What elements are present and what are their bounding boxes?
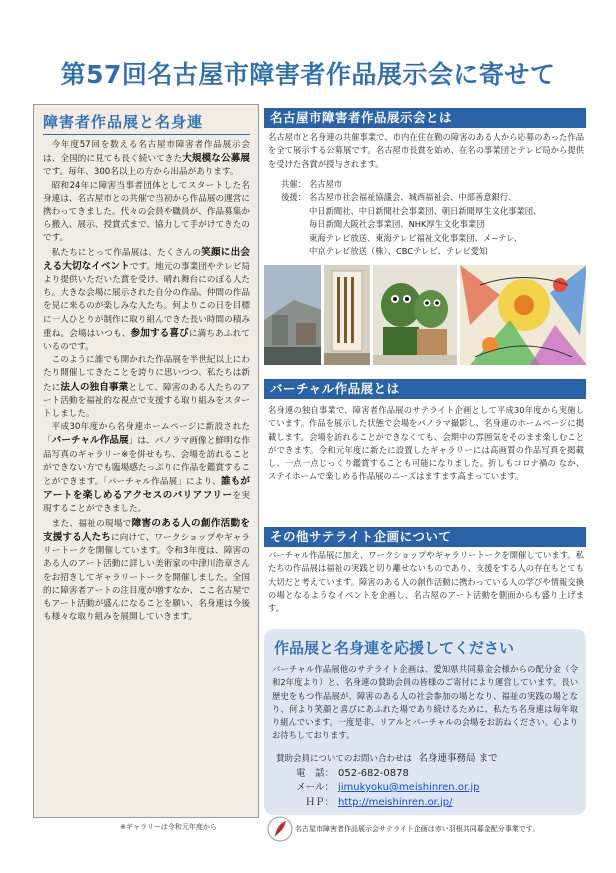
- tel-line: [276, 767, 498, 782]
- sponsor-label: 共催：: [281, 179, 306, 189]
- supporters-row: [268, 191, 586, 204]
- satellite-text: バーチャル作品展に加え、ワークショップやギャラリートークを開催しています。私たちの作品展は福祉の実践と切り離せないものであり、支援をする人の存在もとても大切だと考えています。障害のある人の創作活動に携わっている人の学びや情報交換の場となるようなイベントを企画し、名古屋のアート活動を側面からも盛り上げます。: [268, 550, 584, 614]
- paragraph-text: 」は、パノラマ画像と鮮明な作品写真のギャラリー※を併せもち、会場を訪れることができない方でも臨場感たっぷりに作品を鑑賞することができます。「バーチャル作品展」により、: [43, 436, 250, 488]
- photo-strip: [264, 265, 586, 365]
- paragraph-text: 私たちにとって作品展は、たくさんの: [51, 247, 202, 258]
- paragraph-text: このように誰でも開かれた作品展を半世紀以上にわたり開催してきたことを誇りに思いつつ、私たちは新たに: [43, 355, 250, 393]
- about-text: 名古屋市と名身連の共催事業で、市内在住在勤の障害のある人から応募のあった作品を全て展示する公募展です。名古屋市長賞を始め、在名の事業団とテレビ局から提供を受けた各賞が授与されます。: [268, 132, 584, 169]
- contact-info: [276, 752, 498, 810]
- highlight-text: 大規模な公募展: [182, 153, 250, 165]
- mail-link[interactable]: jimukyoku@meishinren.or.jp: [338, 782, 480, 793]
- supporter-line: 名古屋市社会福祉協議会、城西福祉会、中部善意銀行、: [309, 192, 517, 203]
- paragraph-text: として、障害のある人たちのアート活動を福祉的な視点で支援する取り組みをスタートしました。: [43, 382, 250, 420]
- supporter-line: 中日新聞社、中日新聞社会事業団、朝日新聞厚生文化事業団、: [309, 205, 542, 216]
- support-heading: 作品展と名身連を応援してください: [274, 639, 515, 657]
- paragraph-text: です。地元の事業団やテレビ局より提供いただいた賞を受け、晴れ舞台にのぼる人たち。大きな会場に展示された自分の作品、仲間の作品を見に来るのが楽しみな人たち。何よりこの日を目標に一人ひとりが制作に取り組んできた長い時間の積み重ね。会場はいつも、: [43, 261, 250, 339]
- supporter-line: 中京テレビ放送（株）、CBCテレビ、テレビ愛知: [309, 246, 488, 257]
- support-text: バーチャル作品展他のサテライト企画は、愛知県共同募金会様からの配分金（令和2年度より）と、名身連の賛助会員の皆様のご寄付により運営しています。長い歴史をもつ作品展が、障害のある人の社会参加の場となり、福祉の実践の場となり、何より笑顔と喜びにあふれた場であり続けるために、私たち名身連は毎年取り組んでいます。一度是非、リアルとバーチャルの会場をお訪ねください。心よりお待ちしております。: [272, 664, 578, 741]
- supporters-label: 後援：: [281, 192, 306, 203]
- paragraph-text: 昭和24年に障害当事者団体としてスタートした名身連は、名古屋市との共催で当初から作品展の運営に携わってきました。代々の会員や職員が、作品募集から搬入、展示、授賞式まで、協力して手がけてきたのです。: [43, 180, 250, 244]
- left-paragraph: [43, 246, 250, 355]
- highlight-text: 障害のある人の創作活動を支援する人たち: [43, 517, 250, 543]
- paragraph-text: 今年度57回を数える名古屋市障害者作品展示会は、全国的に見ても長く続いてきた: [43, 140, 250, 165]
- red-feather-icon: [267, 816, 293, 842]
- artwork-photo: [460, 265, 586, 365]
- page-title: 第57回名古屋市障害者作品展示会に寄せて: [60, 60, 556, 89]
- left-paragraph: [43, 421, 250, 516]
- puppet-photo: [373, 265, 457, 365]
- left-paragraph: [43, 180, 250, 246]
- left-heading: 障害者作品展と名身連: [43, 111, 250, 135]
- highlight-text: 参加する喜び: [130, 327, 189, 339]
- about-heading: 名古屋市障害者作品展示会とは: [264, 108, 586, 128]
- sponsor-row: [268, 178, 586, 191]
- highlight-text: 法人の独自事業: [60, 381, 129, 393]
- paragraph-text: 平成30年度から名身連ホームページに新設された「: [43, 422, 250, 447]
- footer-note: 名古屋市障害者作品展示会サテライト企画は赤い羽根共同募金配分事業です。: [295, 825, 540, 833]
- gallery-footnote: ※ギャラリーは令和元年度から: [120, 823, 217, 831]
- supporter-line: 東海テレビ放送、東海テレビ福祉文化事業団、メ~テレ、: [309, 232, 523, 243]
- highlight-text: 誰もがアートを楽しめるアクセスのバリアフリー: [43, 476, 250, 502]
- exhibition-hall-photo: [264, 265, 321, 365]
- hp-label: ＨＰ：: [305, 796, 334, 808]
- left-body: [43, 139, 250, 624]
- hp-line: [276, 796, 498, 811]
- mail-label: メール：: [296, 782, 334, 793]
- organizers: [268, 178, 586, 258]
- paragraph-text: です。毎年、300名以上の方から出品があります。: [43, 167, 239, 178]
- banner-photo: [324, 265, 370, 365]
- left-paragraph: [43, 139, 250, 180]
- paragraph-text: に向けて、ワークショップやギャラリートークを開催しています。令和3年度は、障害のある人のアート活動に詳しい美術家の中津川浩章さんをお招きしてギャラリートークを開催しました。全国的に障害者アートの注目度が増すなか、ここ名古屋でもアート活動が盛んになることを願い、名身連は今後も様々な取り組みを展開していきます。: [43, 532, 250, 623]
- hp-link[interactable]: http://meishinren.or.jp/: [338, 796, 453, 808]
- sponsor-value: 名古屋市: [309, 179, 343, 189]
- virtual-heading: バーチャル作品展とは: [264, 379, 586, 399]
- paragraph-text: に満ちあふれているのです。: [43, 328, 250, 353]
- mail-line: [276, 781, 498, 796]
- paragraph-text: を実現することができました。: [43, 491, 250, 515]
- highlight-text: 笑顔に出会える大切なイベント: [43, 246, 250, 272]
- supporter-line: 毎日新聞大阪社会事業団、NHK厚生文化事業団: [309, 219, 485, 230]
- left-column: [33, 104, 259, 818]
- tel-value: 052-682-0878: [338, 767, 409, 779]
- contact-intro-line: [276, 752, 498, 767]
- virtual-text: 名身連の独自事業で、障害者作品展のサテライト企画として平成30年度から実施しています。作品を展示した状態で会場をパノラマ撮影し、名身連のホームページに掲載します。会場を訪れることができなくても、会期中の雰囲気をそのまま楽しむことができます。令和元年度に新たに設置したギャラリーには高画質の作品写真を掲載し、一点一点じっくり鑑賞することも可能になりました。折しもコロナ禍の なか、ステイホームで楽しめる作品展のニーズはますます高まっています。: [268, 405, 584, 482]
- highlight-text: バーチャル作品展: [51, 435, 129, 447]
- contact-intro: 賛助会員についてのお問い合わせは: [276, 754, 412, 764]
- paragraph-text: また、福祉の現場で: [51, 518, 132, 529]
- left-paragraph: [43, 354, 250, 421]
- satellite-heading: その他サテライト企画について: [264, 527, 586, 547]
- left-paragraph: [43, 517, 250, 625]
- office-name: 名身連事務局 まで: [418, 753, 498, 764]
- tel-label: 電 話：: [295, 767, 334, 779]
